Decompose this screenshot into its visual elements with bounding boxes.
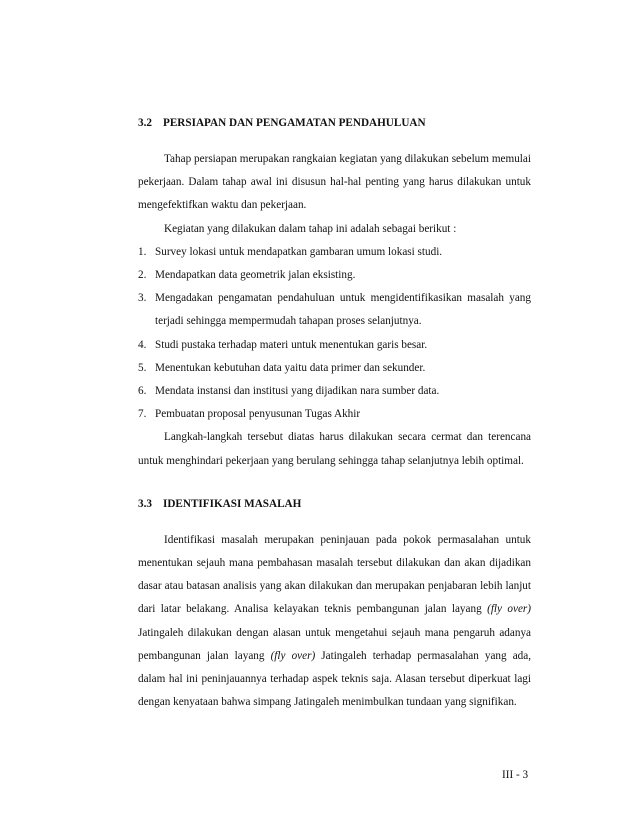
paragraph: Tahap persiapan merupakan rangkaian kegiatan yang dilakukan sebelum memulai pekerjaan. Dalam tahap awal ini disusun hal-hal penting yang harus dilakukan untuk mengefektifkan waktu dan pekerjaan. (138, 153, 531, 212)
list-item (138, 380, 531, 403)
paragraph-text: Jatingaleh terhadap permasalahan yang ada, dalam hal ini peninjauannya terhadap aspek teknis saja. Alasan tersebut diperkuat lagi dengan kenyataan bahwa simpang Jatingaleh menimbulkan tundaan yang signifikan. (138, 649, 532, 709)
section-number: 3.2 (138, 117, 152, 129)
list-number: 7. (138, 408, 147, 421)
list-item (138, 403, 531, 426)
list-text: Menentukan kebutuhan data yaitu data primer dan sekunder. (155, 361, 426, 374)
list-text: Survey lokasi untuk mendapatkan gambaran umum lokasi studi. (155, 245, 443, 258)
list-item (138, 241, 531, 264)
section-title: IDENTIFIKASI MASALAH (163, 497, 302, 510)
list-item (138, 334, 531, 357)
italic-term: (fly over) (487, 603, 532, 616)
list-number: 4. (138, 338, 147, 351)
section-title: PERSIAPAN DAN PENGAMATAN PENDAHULUAN (163, 117, 426, 129)
section-heading-3-2 (138, 113, 531, 133)
list-item (138, 357, 531, 380)
activity-list (138, 241, 531, 427)
list-number: 3. (138, 292, 147, 305)
list-number: 5. (138, 361, 147, 374)
list-text: Studi pustaka terhadap materi untuk menentukan garis besar. (155, 338, 428, 351)
section-heading-3-3 (138, 494, 531, 514)
list-item (138, 287, 531, 333)
list-text: Pembuatan proposal penyusunan Tugas Akhir (155, 408, 361, 421)
list-text: Mendata instansi dan institusi yang dijadikan nara sumber data. (155, 385, 440, 398)
list-number: 6. (138, 385, 147, 398)
list-number: 1. (138, 245, 147, 258)
paragraph-text: Identifikasi masalah merupakan peninjauan pada pokok permasalahan untuk menentukan sejauh mana pembahasan masalah tersebut dilakukan dan akan dijadikan dasar atau batasan analisis yang akan dilakukan dan merupakan penjabaran lebih lanjut dari latar belakang. Analisa kelayakan teknis pembangunan jalan layang (138, 533, 531, 616)
page-number: III - 3 (502, 769, 529, 781)
paragraph (138, 529, 531, 715)
italic-term: (fly over) (270, 649, 316, 662)
paragraph: Kegiatan yang dilakukan dalam tahap ini adalah sebagai berikut : (164, 222, 457, 235)
page-content (138, 113, 531, 714)
paragraph: Langkah-langkah tersebut diatas harus dilakukan secara cermat dan terencana untuk menghindari pekerjaan yang berulang sehingga tahap selanjutnya lebih optimal. (138, 431, 531, 467)
paragraph-text: Jatingaleh dilakukan dengan alasan untuk mengetahui sejauh mana pengaruh adanya pembangunan jalan layang (138, 626, 531, 662)
list-text: Mengadakan pengamatan pendahuluan untuk mengidentifikasikan masalah yang terjadi sehingga mempermudah tahapan proses selanjutnya. (155, 292, 531, 328)
list-text: Mendapatkan data geometrik jalan eksisting. (155, 269, 356, 282)
list-number: 2. (138, 269, 147, 282)
list-item (138, 264, 531, 287)
section-number: 3.3 (138, 497, 152, 510)
